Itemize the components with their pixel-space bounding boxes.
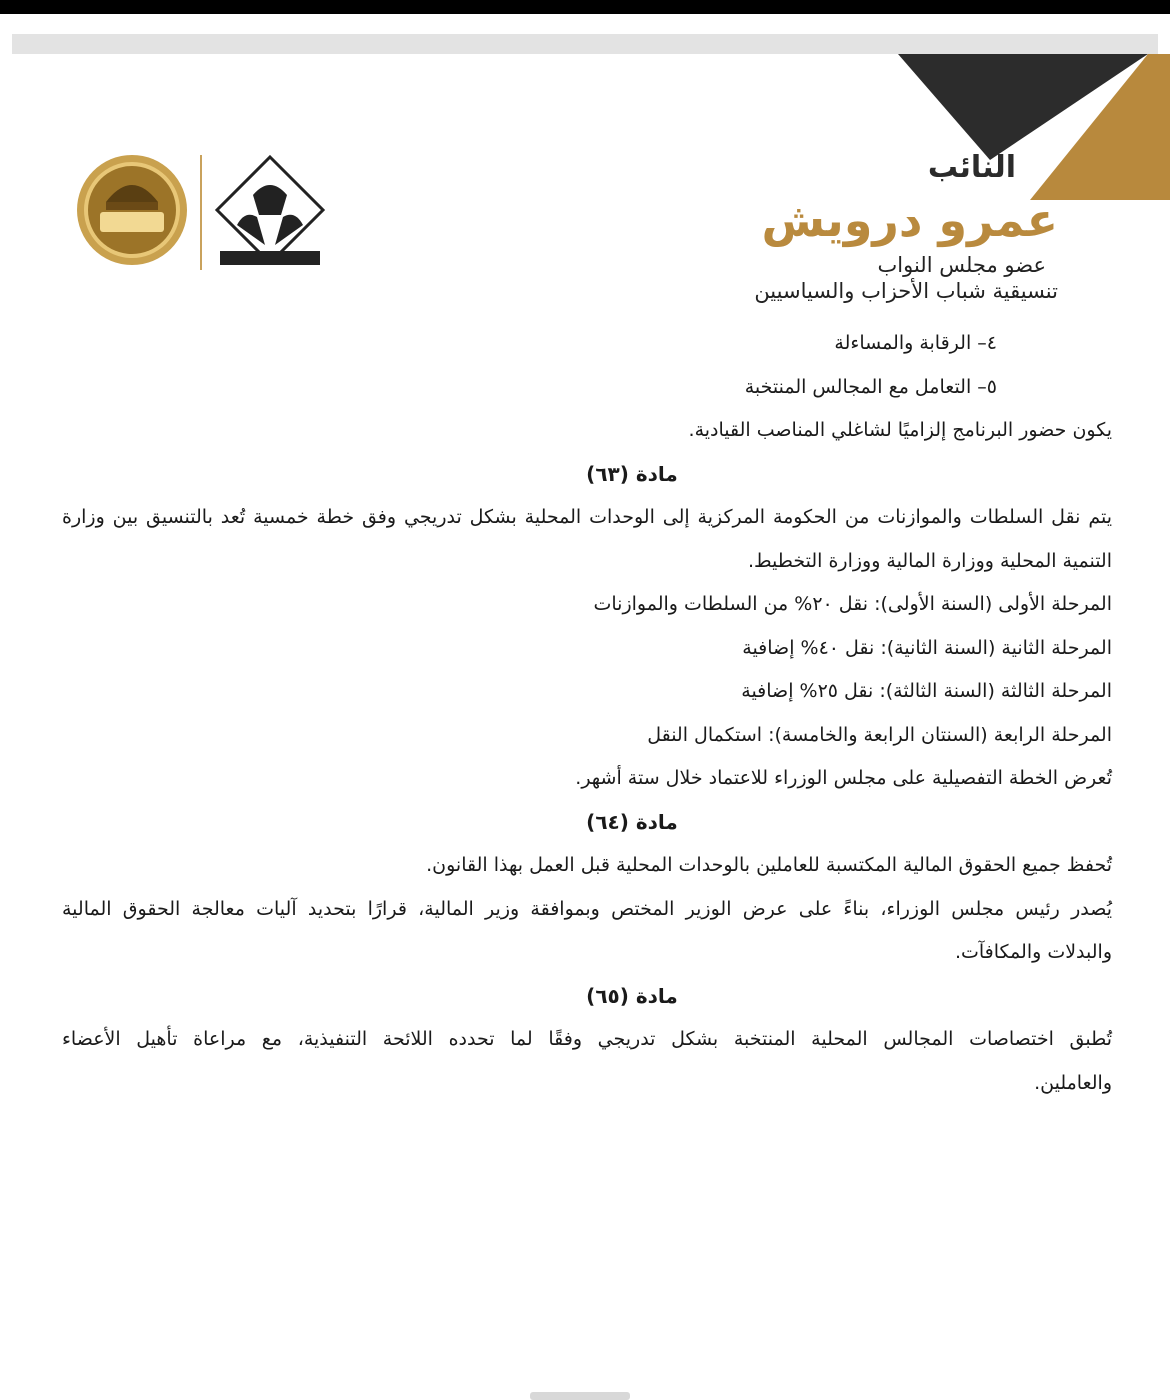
article-64-p2-line1: يُصدر رئيس مجلس الوزراء، بناءً على عرض الوزير المختص وبموافقة وزير المالية، قرارًا بتحديد آليات معالجة الحقوق المالية [62, 897, 1112, 920]
logo-divider [200, 155, 202, 270]
deputy-role: عضو مجلس النواب [877, 253, 1046, 277]
article-64-p1: تُحفظ جميع الحقوق المالية المكتسبة للعاملين بالوحدات المحلية قبل العمل بهذا القانون. [426, 854, 1112, 876]
list-item-4: ٤– الرقابة والمساءلة [834, 332, 997, 354]
top-bar [0, 0, 1170, 14]
deputy-name: عمرو درويش [761, 193, 1058, 247]
article-64-p2-line2: والبدلات والمكافآت. [954, 941, 1112, 963]
article-65-p1-line2: والعاملين. [1034, 1071, 1112, 1094]
phase-4: المرحلة الرابعة (السنتان الرابعة والخامسة): استكمال النقل [647, 723, 1112, 746]
phase-1: المرحلة الأولى (السنة الأولى): نقل ٢٠% من السلطات والموازنات [593, 593, 1112, 615]
deputy-title: النائب [927, 150, 1016, 185]
article-63-p1-line2: التنمية المحلية ووزارة المالية ووزارة التخطيط. [747, 549, 1112, 572]
header-block [638, 148, 1058, 304]
phase-3: المرحلة الثالثة (السنة الثالثة): نقل ٢٥% إضافية [741, 680, 1112, 702]
list-item-5: ٥– التعامل مع المجالس المنتخبة [744, 375, 997, 398]
article-63-heading: مادة (٦٣) [586, 461, 678, 486]
article-64-heading: مادة (٦٤) [586, 809, 678, 834]
article-65-heading: مادة (٦٥) [586, 983, 678, 1008]
article-65-p1-line1: تُطبق اختصاصات المجالس المحلية المنتخبة بشكل تدريجي وفقًا لما تحدده اللائحة التنفيذية، مع مراعاة تأهيل الأعضاء [62, 1028, 1112, 1050]
coordination-logo-icon [217, 157, 323, 265]
header-logos [70, 150, 340, 275]
parliament-seal-icon [77, 155, 187, 265]
article-63-p1-line1: يتم نقل السلطات والموازنات من الحكومة المركزية إلى الوحدات المحلية بشكل تدريجي وفق خطة خمسية تُعد بالتنسيق بين وزارة [62, 506, 1112, 528]
page-footer-mark [530, 1392, 630, 1400]
phase-2: المرحلة الثانية (السنة الثانية): نقل ٤٠% إضافية [742, 636, 1112, 659]
document-body [62, 322, 1112, 1105]
plan-text: تُعرض الخطة التفصيلية على مجلس الوزراء للاعتماد خلال ستة أشهر. [575, 767, 1112, 789]
deputy-coordination: تنسيقية شباب الأحزاب والسياسيين [754, 279, 1058, 303]
attendance-text: يكون حضور البرنامج إلزاميًا لشاغلي المناصب القيادية. [688, 419, 1112, 441]
